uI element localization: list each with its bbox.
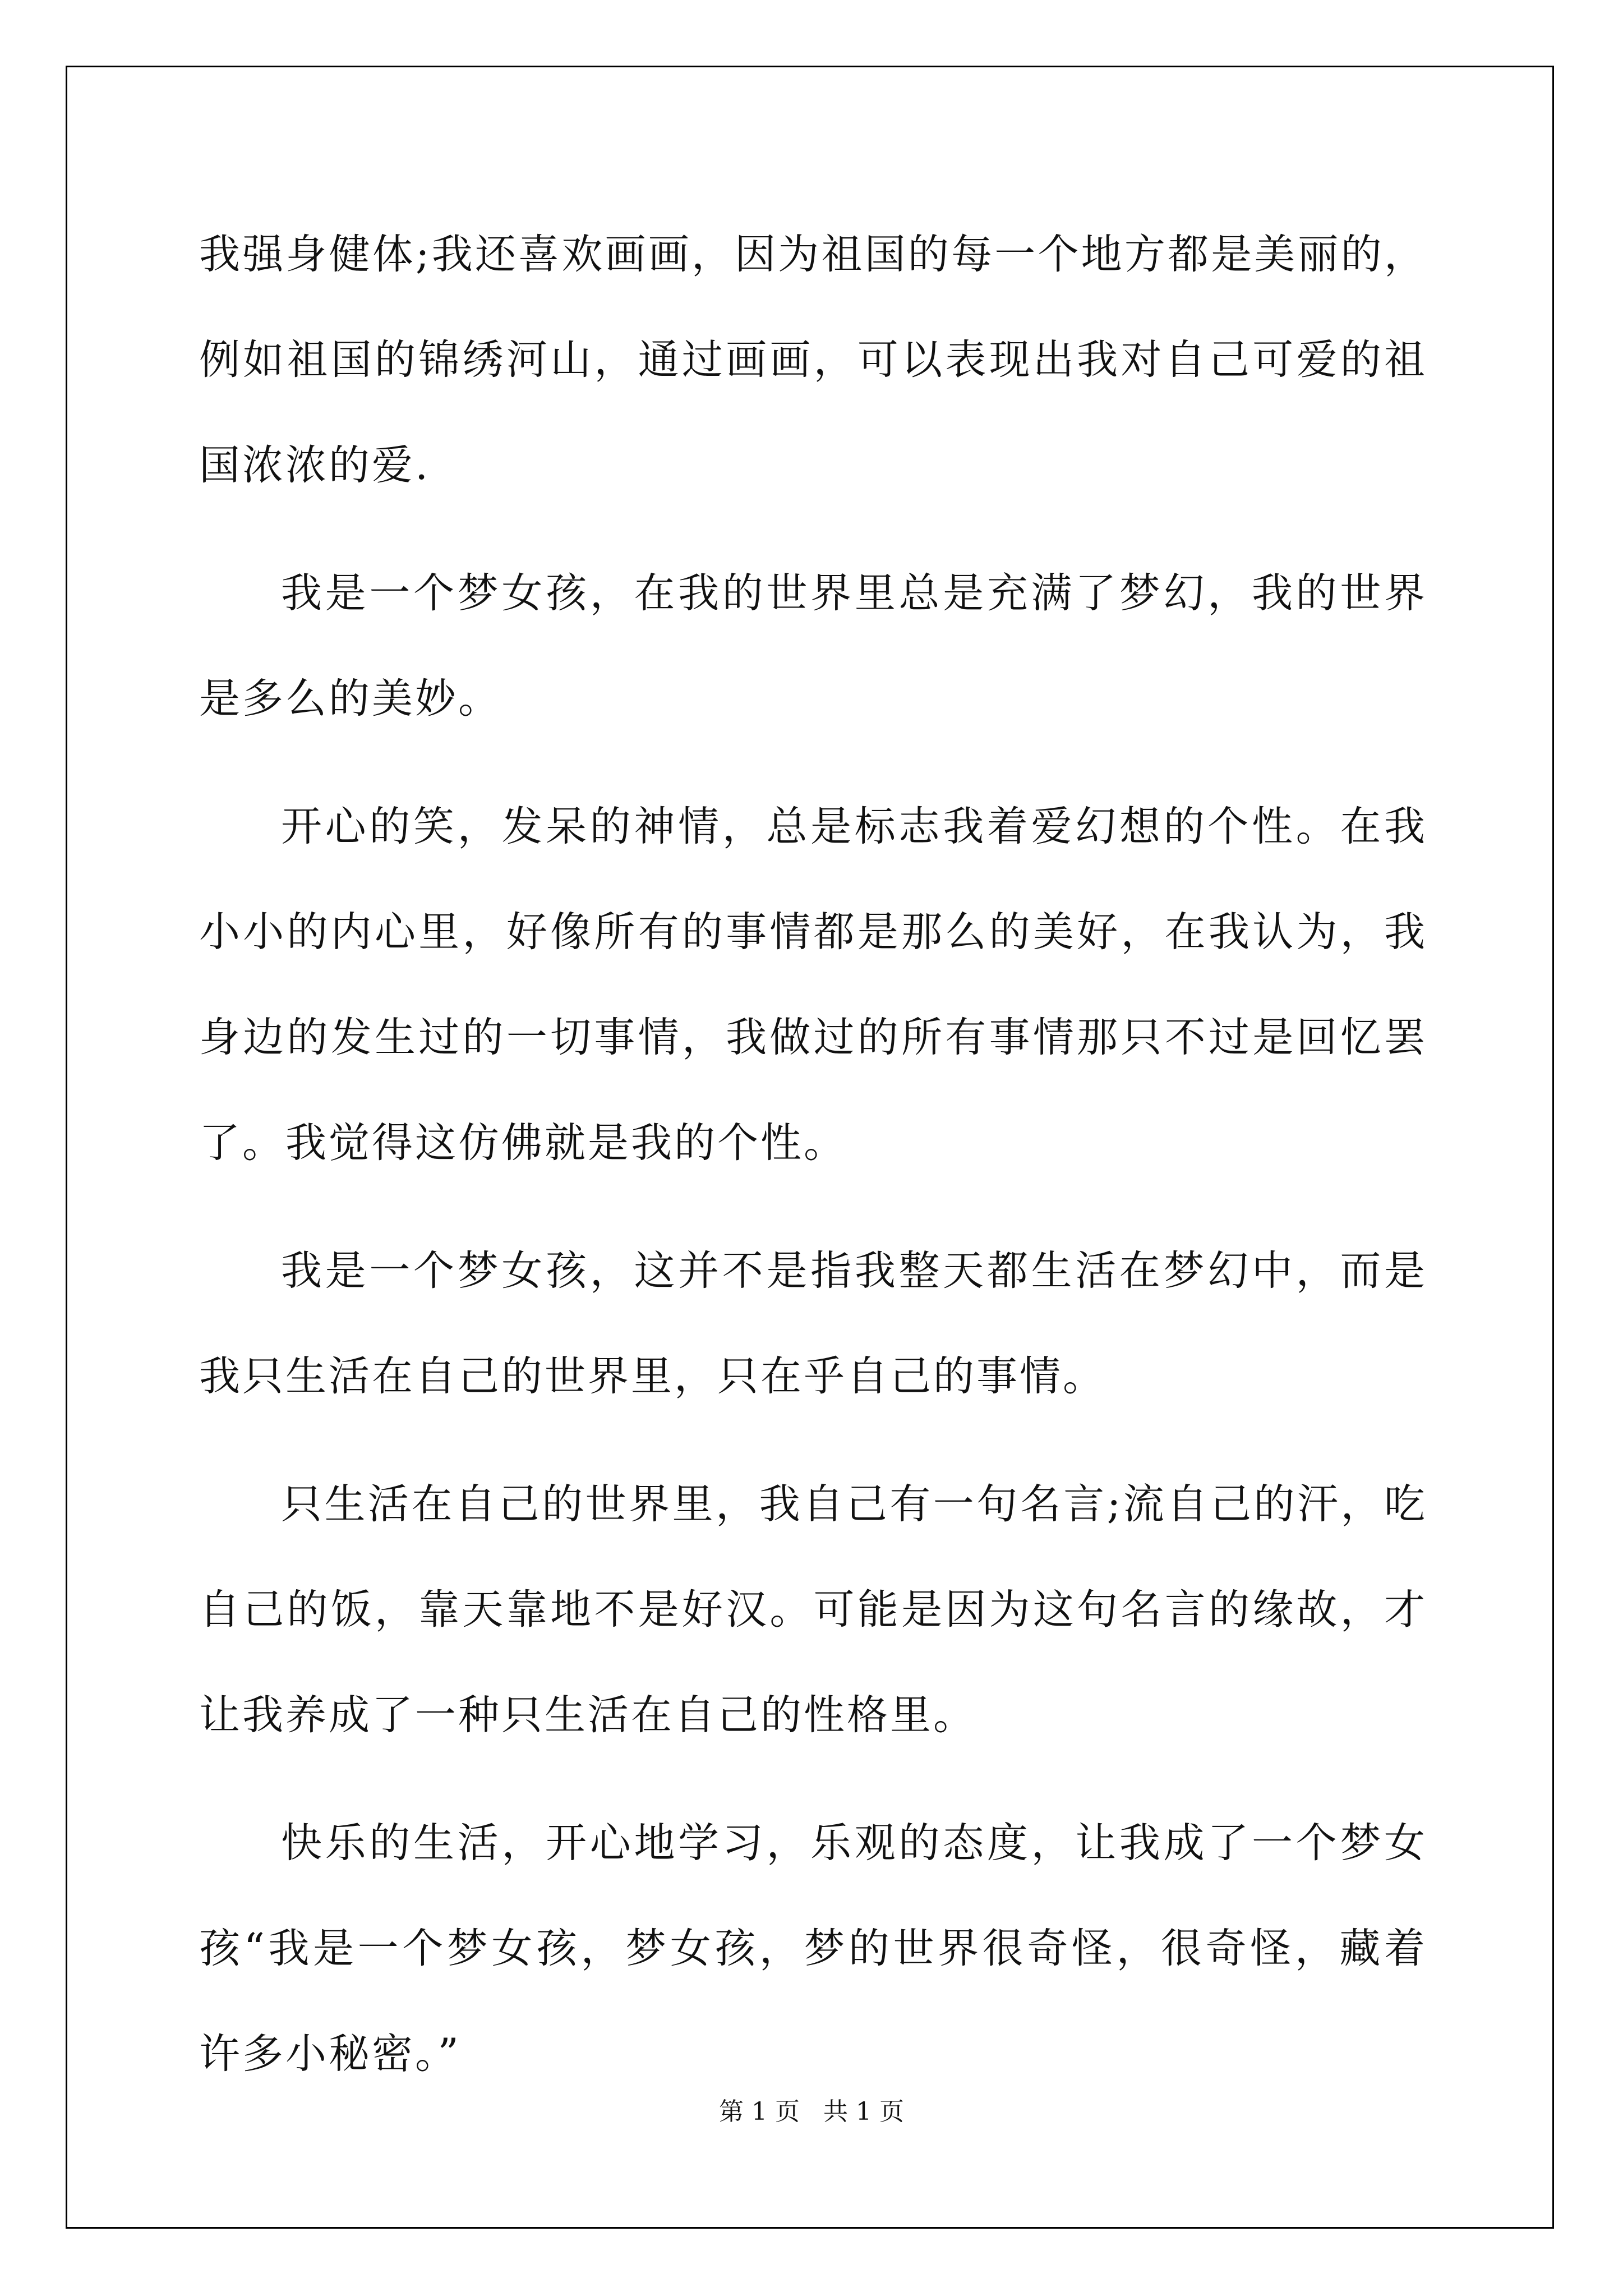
page-number-footer: 第 1 页 共 1 页 bbox=[719, 2097, 904, 2126]
paragraph-1: 我强身健体;我还喜欢画画，因为祖国的每一个地方都是美丽的，例如祖国的锦绣河山，通过画画，可以表现出我对自己可爱的祖国浓浓的爱. bbox=[199, 231, 1427, 489]
paragraph-4: 我是一个梦女孩，这并不是指我整天都生活在梦幻中，而是我只生活在自己的世界里，只在乎自己的事情。 bbox=[199, 1247, 1427, 1400]
paragraph-2: 我是一个梦女孩，在我的世界里总是充满了梦幻，我的世界是多么的美妙。 bbox=[199, 569, 1427, 723]
paragraph-3: 开心的笑，发呆的神情，总是标志我着爱幻想的个性。在我小小的内心里，好像所有的事情都是那么的美好，在我认为，我身边的发生过的一切事情，我做过的所有事情那只不过是回忆罢了。我觉得这仿佛就是我的个性。 bbox=[199, 803, 1427, 1167]
paragraph-6: 快乐的生活，开心地学习，乐观的态度，让我成了一个梦女孩“我是一个梦女孩，梦女孩，梦的世界很奇怪，很奇怪，藏着许多小秘密。” bbox=[199, 1819, 1427, 2078]
paragraph-5: 只生活在自己的世界里，我自己有一句名言;流自己的汗，吃自己的饭，靠天靠地不是好汉。可能是因为这句名言的缘故，才让我养成了一种只生活在自己的性格里。 bbox=[199, 1480, 1427, 1739]
document-body bbox=[199, 202, 1427, 2129]
